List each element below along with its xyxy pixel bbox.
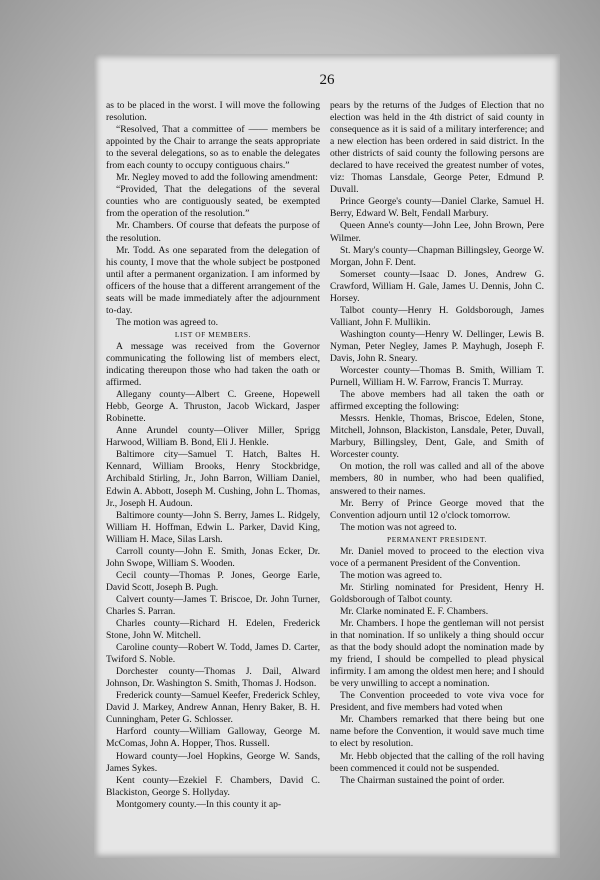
paragraph: Somerset county—Isaac D. Jones, Andrew G. Crawford, William H. Gale, James U. Dennis, John C. Horsey. <box>330 268 544 304</box>
paragraph: Allegany county—Albert C. Greene, Hopewell Hebb, George A. Thruston, Jacob Wickard, Jasper Robinette. <box>106 389 320 425</box>
paragraph: Frederick county—Samuel Keefer, Frederick Schley, David J. Markey, Andrew Annan, Henry Baker, B. H. Cunningham, Peter G. Schlosser. <box>106 690 320 726</box>
paragraph: Calvert county—James T. Briscoe, Dr. John Turner, Charles S. Parran. <box>106 593 320 617</box>
paragraph: pears by the returns of the Judges of Election that no election was held in the 4th district of said county in consequence as it is said of a military interference; and a new election has been ordered in said district. In the other districts of said county the following persons are declared to have received the greatest number of votes, viz: Thomas Lansdale, George Peter, Edmund P. Duvall. <box>330 100 544 196</box>
paragraph: Mr. Stirling nominated for President, Henry H. Goldsborough of Talbot county. <box>330 581 544 605</box>
paragraph: Baltimore city—Samuel T. Hatch, Baltes H. Kennard, William Brooks, Henry Stockbridge, Archibald Stirling, Jr., John Barron, William Daniel, Edwin A. Abbott, Joseph M. Cushing, John L. Thomas, Jr., Joseph H. Audoun. <box>106 449 320 509</box>
paragraph: Mr. Negley moved to add the following amendment: <box>116 172 318 184</box>
paragraph: Carroll county—John E. Smith, Jonas Ecker, Dr. John Swope, William S. Wooden. <box>106 545 320 569</box>
paragraph: The motion was agreed to. <box>340 569 443 581</box>
paragraph: Kent county—Ezekiel F. Chambers, David C. Blackiston, George S. Hollyday. <box>106 774 320 798</box>
section-heading: LIST OF MEMBERS. <box>174 329 252 339</box>
paragraph: The above members had all taken the oath or affirmed excepting the following: <box>330 389 544 413</box>
paragraph: Dorchester county—Thomas J. Dail, Alward Johnson, Dr. Washington S. Smith, Thomas J. Hodson. <box>106 666 320 690</box>
paragraph: Mr. Chambers remarked that there being but one name before the Convention, it would save much time to elect by resolution. <box>330 714 544 750</box>
paragraph: as to be placed in the worst. I will move the following resolution. <box>106 100 320 124</box>
paragraph: Mr. Chambers. I hope the gentleman will not persist in that nomination. If so unlikely a thing should occur as that the body should adopt the nomination made by my friend, I should be compelled to plead physical infirmity. I am among the oldest men here; and I should be very unwilling to accept a nomination. <box>330 618 544 690</box>
paragraph: “Resolved, That a committee of —— members be appointed by the Chair to arrange the seats appropriate to the several delegations, so as to enable the delegates from each county to occupy contiguous chairs.” <box>106 124 320 172</box>
paragraph: Cecil county—Thomas P. Jones, George Earle, David Scott, Joseph B. Pugh. <box>106 569 320 593</box>
paragraph: Harford county—William Galloway, George M. McComas, John A. Hopper, Thos. Russell. <box>106 726 320 750</box>
paragraph: The Convention proceeded to vote viva voce for President, and five members had voted when <box>330 690 544 714</box>
paragraph: Washington county—Henry W. Dellinger, Lewis B. Nyman, Peter Negley, James P. Mayhugh, Joseph F. Davis, John R. Sneary. <box>330 328 544 364</box>
paragraph: Prince George's county—Daniel Clarke, Samuel H. Berry, Edward W. Belt, Fendall Marbury. <box>330 196 544 220</box>
right-column <box>330 100 544 787</box>
paragraph: On motion, the roll was called and all of the above members, 80 in number, who had been qualified, answered to their names. <box>330 461 544 497</box>
paragraph: Queen Anne's county—John Lee, John Brown, Pere Wilmer. <box>330 220 544 244</box>
paragraph: Charles county—Richard H. Edelen, Frederick Stone, John W. Mitchell. <box>106 618 320 642</box>
paragraph: Montgomery county.—In this county it ap- <box>116 798 282 810</box>
paragraph: St. Mary's county—Chapman Billingsley, George W. Morgan, John F. Dent. <box>330 244 544 268</box>
paragraph: The motion was not agreed to. <box>340 521 457 533</box>
paragraph: Mr. Berry of Prince George moved that the Convention adjourn until 12 o'clock tomorrow. <box>330 497 544 521</box>
paragraph: A message was received from the Governor communicating the following list of members elect, indicating thereupon those who had taken the oath or affirmed. <box>106 340 320 389</box>
paragraph: The Chairman sustained the point of order. <box>340 774 505 786</box>
paragraph: Messrs. Henkle, Thomas, Briscoe, Edelen, Stone, Mitchell, Johnson, Blackiston, Lansdale, Peter, Duvall, Marbury, Billingsley, Dent, Gale, and Smith of Worcester county. <box>330 413 544 461</box>
document-page <box>94 54 560 858</box>
paragraph: Talbot county—Henry H. Goldsborough, James Valliant, John F. Mullikin. <box>330 304 544 328</box>
paragraph: Baltimore county—John S. Berry, James L. Ridgely, William H. Hoffman, Edwin L. Parker, David King, William H. Mace, Silas Larsh. <box>106 509 320 545</box>
paragraph: Mr. Todd. As one separated from the delegation of his county, I move that the whole subject be postponed until after a permanent organization. I am informed by officers of the house that a different arrangement of the seats will be made immediately after the adjournment to-day. <box>106 244 320 316</box>
paragraph: Mr. Clarke nominated E. F. Chambers. <box>340 605 489 617</box>
paragraph: Mr. Hebb objected that the calling of the roll having been commenced it could not be suspended. <box>330 750 544 774</box>
paragraph: “Provided, That the delegations of the several counties who are contiguously seated, be exempted from the operation of the resolution.” <box>106 184 320 220</box>
paragraph: Anne Arundel county—Oliver Miller, Sprigg Harwood, William B. Bond, Eli J. Henkle. <box>106 425 320 449</box>
paragraph: Howard county—Joel Hopkins, George W. Sands, James Sykes. <box>106 750 320 774</box>
page-number: 26 <box>319 72 335 88</box>
paragraph: Mr. Daniel moved to proceed to the election viva voce of a permanent President of the Convention. <box>330 545 544 569</box>
paragraph: The motion was agreed to. <box>116 316 219 328</box>
paragraph: Worcester county—Thomas B. Smith, William T. Purnell, William H. W. Farrow, Francis T. Murray. <box>330 365 544 389</box>
left-column <box>106 100 320 811</box>
paragraph: Caroline county—Robert W. Todd, James D. Carter, Twiford S. Noble. <box>106 642 320 666</box>
paragraph: Mr. Chambers. Of course that defeats the purpose of the resolution. <box>106 220 320 244</box>
section-heading: PERMANENT PRESIDENT. <box>386 534 487 544</box>
